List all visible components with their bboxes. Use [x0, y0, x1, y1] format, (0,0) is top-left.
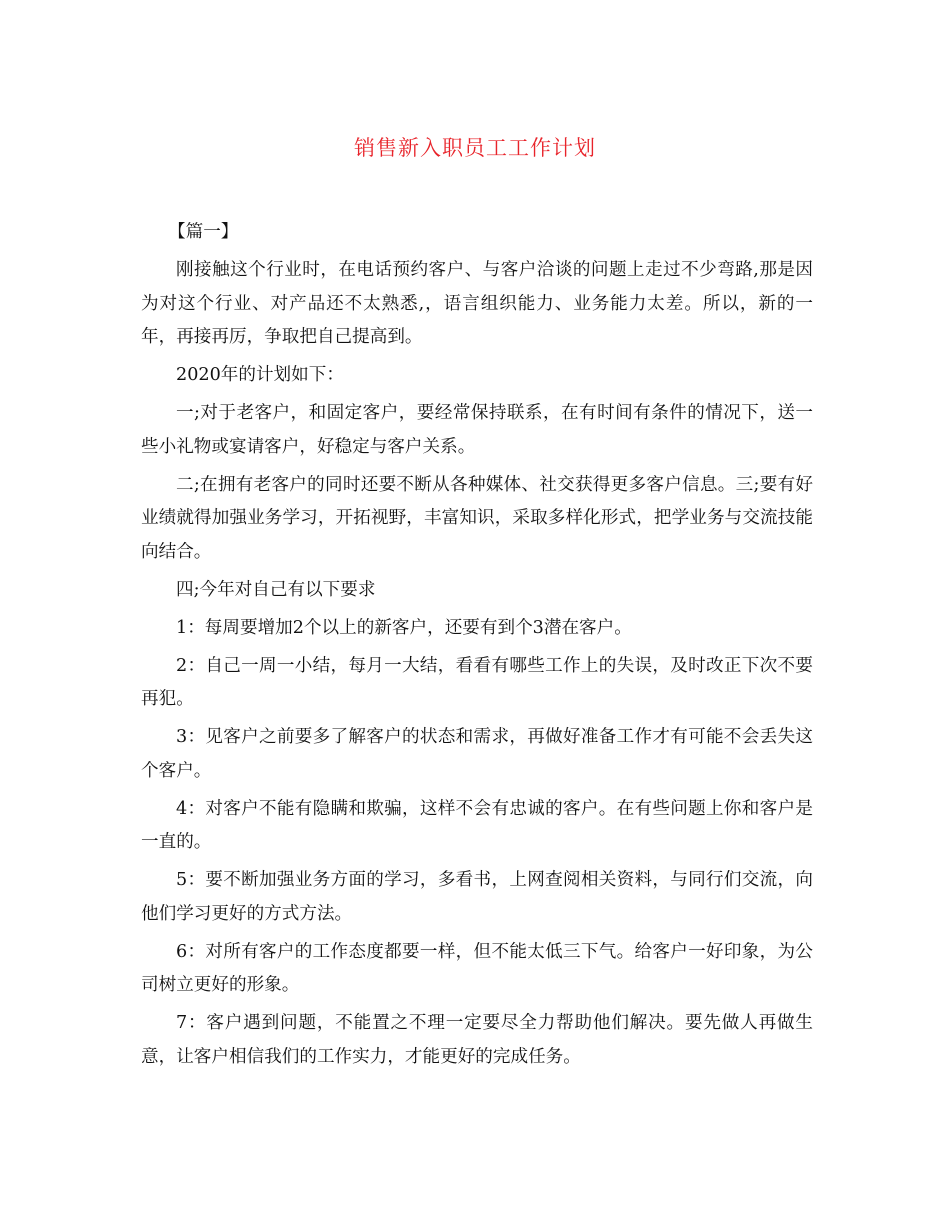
- paragraph: 刚接触这个行业时，在电话预约客户、与客户洽谈的问题上走过不少弯路,那是因为对这个行业、对产品还不太熟悉,，语言组织能力、业务能力太差。所以，新的一年，再接再厉，争取把自己提高到。: [141, 260, 813, 347]
- list-item: 2：自己一周一小结，每月一大结，看看有哪些工作上的失误，及时改正下次不要再犯。: [141, 655, 813, 709]
- list-item: 1：每周要增加2个以上的新客户，还要有到个3潜在客户。: [176, 617, 632, 638]
- section-heading: 【篇一】: [168, 222, 239, 242]
- document-title: 销售新入职员工工作计划: [354, 136, 596, 160]
- list-item: 5：要不断加强业务方面的学习，多看书，上网查阅相关资料，与同行们交流，向他们学习更好的方式方法。: [141, 870, 813, 924]
- list-item: 6：对所有客户的工作态度都要一样，但不能太低三下气。给客户一好印象，为公司树立更好的形象。: [141, 941, 813, 995]
- paragraph: 四;今年对自己有以下要求: [176, 579, 376, 600]
- list-item: 7：客户遇到问题，不能置之不理一定要尽全力帮助他们解决。要先做人再做生意，让客户相信我们的工作实力，才能更好的完成任务。: [141, 1013, 813, 1067]
- document-body: [141, 216, 813, 1079]
- list-item: 4：对客户不能有隐瞒和欺骗，这样不会有忠诚的客户。在有些问题上你和客户是一直的。: [141, 798, 813, 852]
- paragraph: 一;对于老客户，和固定客户，要经常保持联系，在有时间有条件的情况下，送一些小礼物或宴请客户，好稳定与客户关系。: [141, 403, 813, 457]
- list-item: 3：见客户之前要多了解客户的状态和需求，再做好准备工作才有可能不会丢失这个客户。: [141, 727, 813, 781]
- paragraph: 二;在拥有老客户的同时还要不断从各种媒体、社交获得更多客户信息。三;要有好业绩就得加强业务学习，开拓视野，丰富知识，采取多样化形式，把学业务与交流技能向结合。: [141, 474, 813, 562]
- paragraph: 2020年的计划如下：: [176, 365, 344, 385]
